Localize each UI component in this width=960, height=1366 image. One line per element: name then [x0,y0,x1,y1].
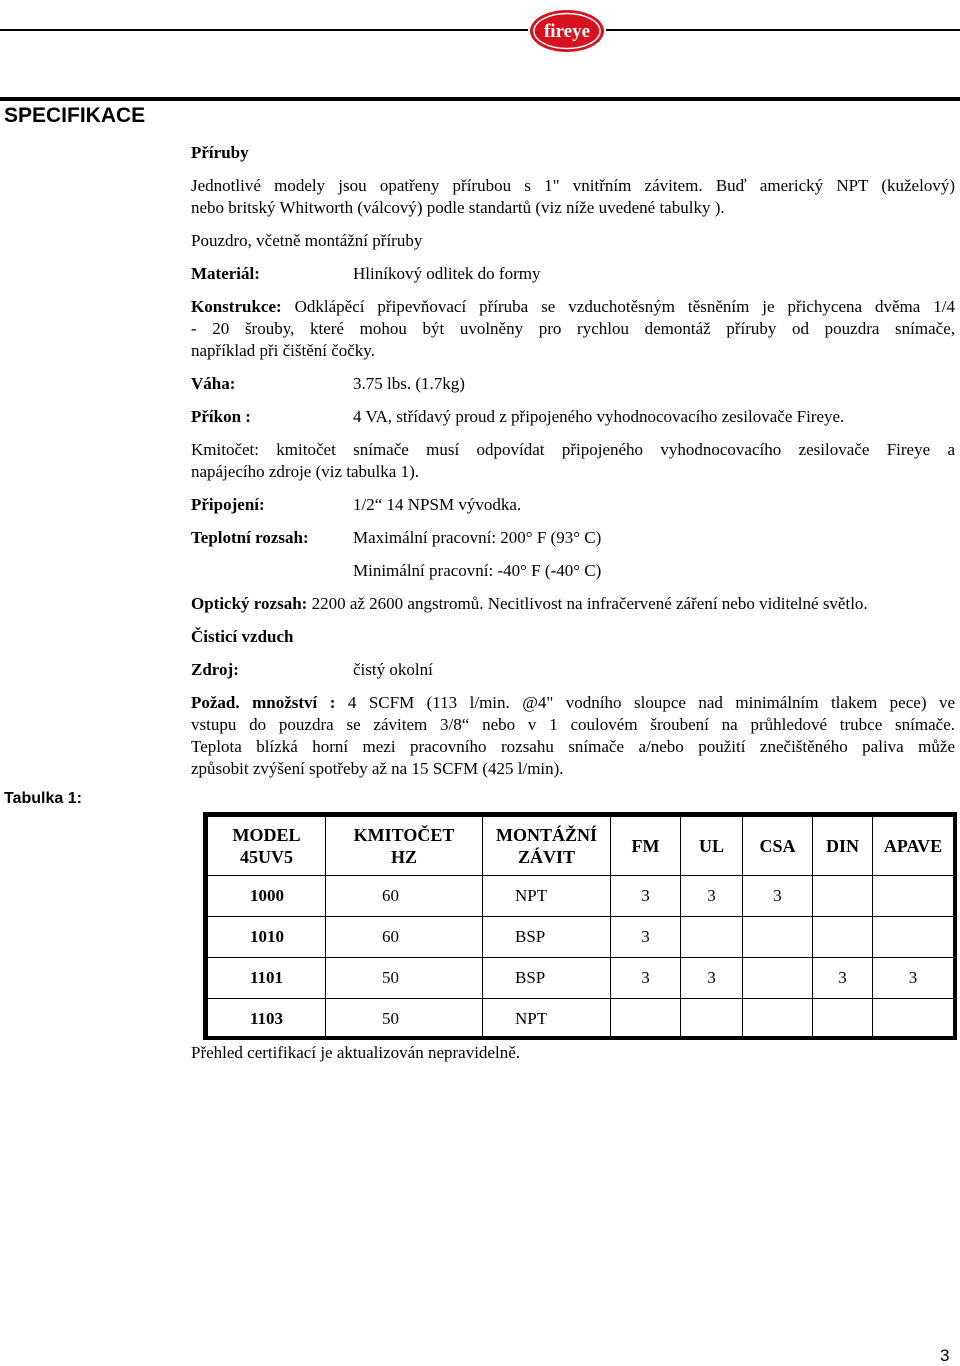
cell-din [813,876,873,917]
footnote: Přehled certifikací je aktualizován nepravidelně. [191,1043,520,1062]
cell-ul [681,917,743,958]
requirement-label: Požad. množství : [191,693,336,712]
cell-csa [743,917,813,958]
flange-heading: Příruby [191,143,249,162]
table-header-row [208,817,954,876]
cell-din: 3 [813,958,873,999]
page-number: 3 [940,1346,950,1365]
optical-value: 2200 až 2600 angstromů. Necitlivost na infračervené záření nebo viditelné světlo. [307,594,868,613]
table-row [208,876,954,917]
header-ul: UL [681,817,743,876]
material-value: Hliníkový odlitek do formy [353,264,541,283]
header-model: MODEL 45UV5 [208,817,326,876]
cell-hz: 60 [326,876,483,917]
cell-thread: NPT [483,876,611,917]
cell-thread: NPT [483,999,611,1040]
construction-text-l1: Odklápěcí připevňovací příruba se vzduchotěsným těsněním je přichycena dvěma 1/4 [281,297,955,316]
cell-ul: 3 [681,876,743,917]
cell-apave [873,999,954,1040]
table-row [208,999,954,1040]
cell-model: 1101 [208,958,326,999]
logo-text: fireye [543,21,591,42]
frequency-line2: napájecího zdroje (viz tabulka 1). [191,462,419,481]
cell-ul [681,999,743,1040]
construction-line1 [191,296,955,318]
material-label: Materiál: [191,264,260,283]
cell-apave [873,917,954,958]
cell-apave: 3 [873,958,954,999]
temperature-max: Maximální pracovní: 200° F (93° C) [353,528,602,547]
section-rule [0,97,960,101]
frequency-line1: Kmitočet: kmitočet snímače musí odpovídat připojeného vyhodnocovacího zesilovače Fireye a [191,440,955,459]
header-thread: MONTÁŽNÍ ZÁVIT [483,817,611,876]
requirement-line2: vstupu do pouzdra se závitem 3/8“ nebo v 1 coulovém šroubení na průhledové trubce snímače. [191,715,955,734]
cell-thread: BSP [483,958,611,999]
cell-fm [611,999,681,1040]
cell-csa [743,958,813,999]
optical-label: Optický rozsah: [191,594,308,613]
requirement-text-l1: 4 SCFM (113 l/min. @4" vodního sloupce nad minimálním tlakem pece) ve [335,693,955,712]
temperature-label: Teplotní rozsah: [191,528,309,547]
cell-hz: 50 [326,958,483,999]
source-value: čistý okolní [353,660,433,679]
header-apave: APAVE [873,817,954,876]
weight-value: 3.75 lbs. (1.7kg) [353,374,465,393]
table-row [208,958,954,999]
temperature-min: Minimální pracovní: -40° F (-40° C) [353,561,602,580]
cell-thread: BSP [483,917,611,958]
cell-csa [743,999,813,1040]
weight-label: Váha: [191,374,236,393]
connection-label: Připojení: [191,495,265,514]
purge-air-heading: Čisticí vzduch [191,627,294,646]
cell-fm: 3 [611,958,681,999]
cell-model: 1010 [208,917,326,958]
requirement-line1 [191,692,955,714]
optical-range [191,593,955,615]
requirement-line3: Teplota blízká horní mezi pracovního rozsahu snímače a/nebo použití znečištěného paliva může [191,737,955,756]
cell-model: 1103 [208,999,326,1040]
cell-din [813,999,873,1040]
table-row [208,917,954,958]
header-din: DIN [813,817,873,876]
cell-csa: 3 [743,876,813,917]
section-title: SPECIFIKACE [4,104,146,127]
header-fm: FM [611,817,681,876]
cell-din [813,917,873,958]
cell-apave [873,876,954,917]
connection-value: 1/2“ 14 NPSM vývodka. [353,495,522,514]
requirement-line4: způsobit zvýšení spotřeby až na 15 SCFM (425 l/min). [191,759,564,778]
cell-fm: 3 [611,876,681,917]
cell-model: 1000 [208,876,326,917]
certification-table [203,812,957,1040]
header-csa: CSA [743,817,813,876]
cell-hz: 60 [326,917,483,958]
cell-hz: 50 [326,999,483,1040]
construction-line3: například při čištění čočky. [191,341,375,360]
cell-ul: 3 [681,958,743,999]
source-label: Zdroj: [191,660,239,679]
fireye-logo [528,8,606,54]
header-frequency: KMITOČET HZ [326,817,483,876]
power-value: 4 VA, střídavý proud z připojeného vyhodnocovacího zesilovače Fireye. [353,407,845,426]
flange-text-line2: nebo britský Whitworth (válcový) podle standartů (viz níže uvedené tabulky ). [191,198,725,217]
cell-fm: 3 [611,917,681,958]
header-rule [0,29,960,31]
construction-line2: - 20 šrouby, které mohou být uvolněny pro rychlou demontáž příruby od pouzdra snímače, [191,319,955,338]
housing-heading: Pouzdro, včetně montážní příruby [191,231,423,250]
table-label: Tabulka 1: [4,790,82,807]
flange-text-line1: Jednotlivé modely jsou opatřeny přírubou s 1" vnitřním závitem. Buď americký NPT (kuželový) [191,176,955,195]
power-label: Příkon : [191,407,251,426]
construction-label: Konstrukce: [191,297,282,316]
